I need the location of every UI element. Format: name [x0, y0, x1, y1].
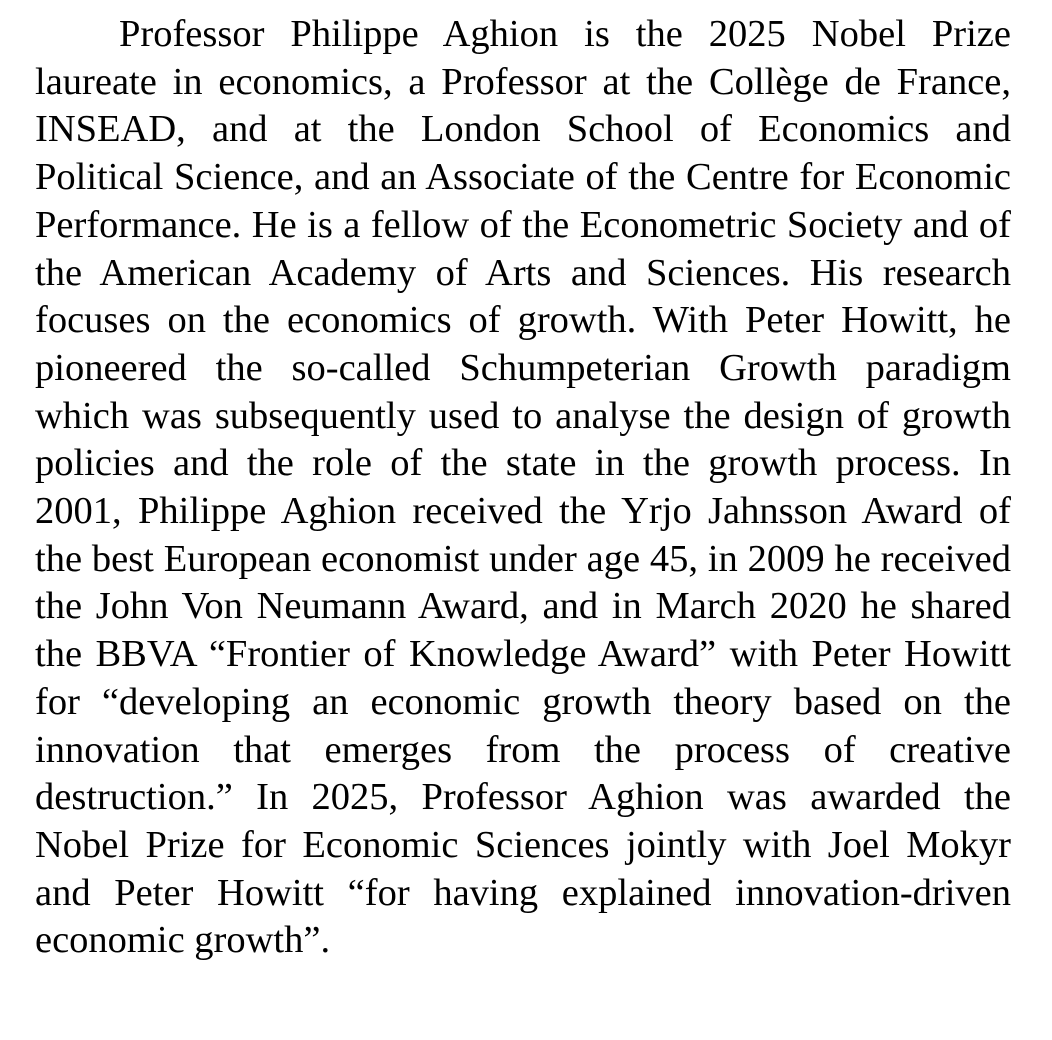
biography-paragraph: Professor Philippe Aghion is the 2025 Nobel Prize laureate in economics, a Professor at the Collège de France, INSEAD, and at the London School of Economics and Political Science, and an Associate of the Centre for Economic Performance. He is a fellow of the Econometric Society and of the American Academy of Arts and Sciences. His research focuses on the economics of growth. With Peter Howitt, he pioneered the so-called Schumpeterian Growth paradigm which was subsequently used to analyse the design of growth policies and the role of the state in the growth process. In 2001, Philippe Aghion received the Yrjo Jahnsson Award of the best European economist under age 45, in 2009 he received the John Von Neumann Award, and in March 2020 he shared the BBVA “Frontier of Knowledge Award” with Peter Howitt for “developing an economic growth theory based on the innovation that emerges from the process of creative destruction.” In 2025, Professor Aghion was awarded the Nobel Prize for Economic Sciences jointly with Joel Mokyr and Peter Howitt “for having explained innovation-driven economic growth”. [35, 13, 1011, 962]
